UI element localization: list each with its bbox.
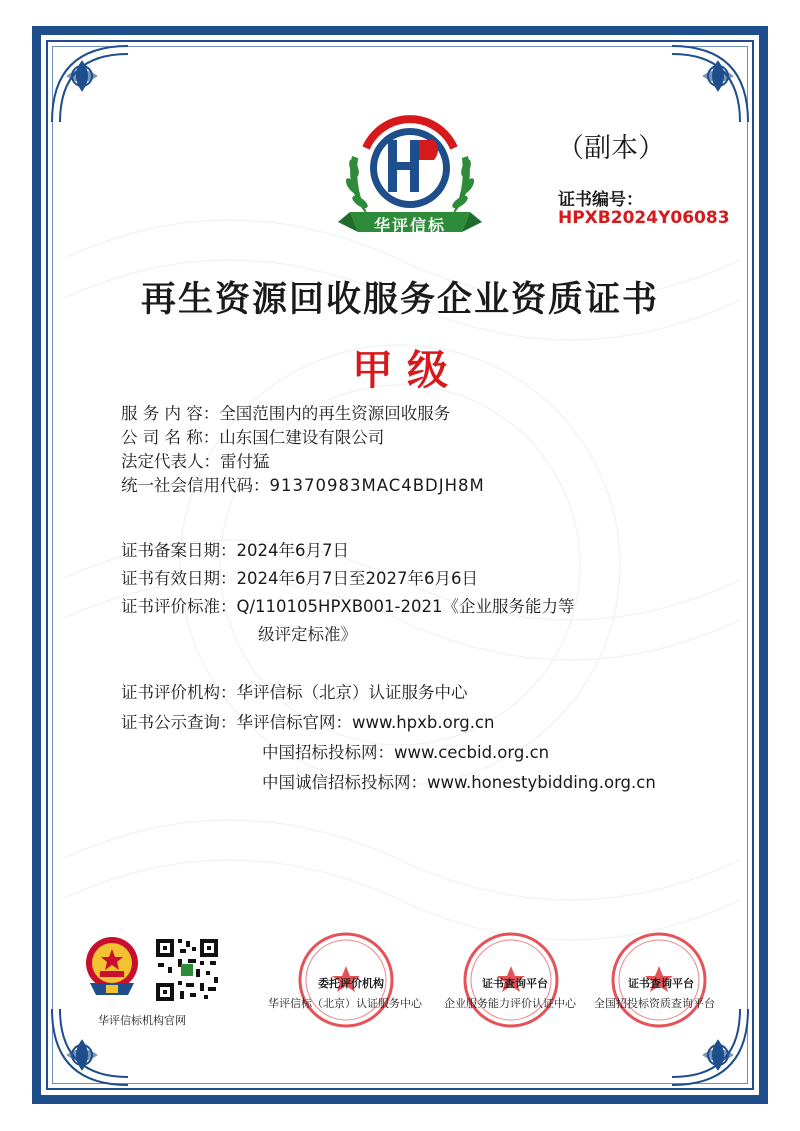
query-row <box>121 709 494 733</box>
national-emblem-icon <box>82 933 142 1001</box>
date-row <box>121 537 349 561</box>
detail-row <box>121 472 485 496</box>
date-row <box>121 593 574 617</box>
detail-row <box>121 400 450 424</box>
query-line: 华评信标官网：www.hpxb.org.cn <box>236 713 495 732</box>
cert-number-label: 证书编号： <box>558 190 643 210</box>
detail-value: 山东国仁建设有限公司 <box>219 428 385 447</box>
seal-subcaption: 企业服务能力评价认证中心 <box>444 997 576 1010</box>
copy-label: （副本） <box>557 133 665 164</box>
agency-value: 华评信标（北京）认证服务中心 <box>236 683 468 702</box>
agency-row <box>121 679 468 703</box>
corner-ornament-top-left <box>48 42 134 128</box>
detail-label: 服 务 内 容： <box>121 404 220 423</box>
detail-row <box>121 424 384 448</box>
date-label: 证书有效日期： <box>121 569 237 588</box>
detail-row <box>121 448 270 472</box>
date-label: 证书备案日期： <box>121 541 237 560</box>
detail-value: 雷付猛 <box>220 452 270 471</box>
seal-subcaption: 华评信标（北京）认证服务中心 <box>268 997 422 1010</box>
date-value: 2024年6月7日 <box>236 541 349 560</box>
certificate-title: 再生资源回收服务企业资质证书 <box>140 280 659 320</box>
cert-number: HPXB2024Y06083 <box>558 208 730 228</box>
date-label: 证书评价标准： <box>121 597 237 616</box>
detail-value: 全国范围内的再生资源回收服务 <box>219 404 451 423</box>
detail-label: 法定代表人： <box>121 452 220 471</box>
agency-label: 证书评价机构： <box>121 683 237 702</box>
query-line: 中国诚信招标投标网：www.honestybidding.org.cn <box>262 773 656 792</box>
site-caption: 华评信标机构官网 <box>98 1014 186 1027</box>
detail-label: 公 司 名 称： <box>121 428 220 447</box>
certificate-grade: 甲级 <box>352 346 462 394</box>
date-value: Q/110105HPXB001-2021《企业服务能力等 <box>236 597 575 616</box>
query-line: 中国招标投标网：www.cecbid.org.cn <box>262 743 550 762</box>
seal-caption: 委托评价机构 <box>318 977 384 990</box>
date-value: 2024年6月7日至2027年6月6日 <box>236 569 478 588</box>
date-row <box>121 565 478 589</box>
detail-label: 统一社会信用代码： <box>121 476 270 495</box>
corner-ornament-top-right <box>666 42 752 128</box>
seal-caption: 证书查询平台 <box>628 977 694 990</box>
standard-continued: 级评定标准》 <box>258 625 357 644</box>
qr-code-icon <box>154 937 220 1003</box>
seal-subcaption: 全国招投标资质查询平台 <box>594 997 715 1010</box>
logo-ribbon-text: 华评信标 <box>373 216 446 235</box>
detail-value: 91370983MAC4BDJH8M <box>269 476 485 495</box>
query-label: 证书公示查询： <box>121 713 237 732</box>
seal-caption: 证书查询平台 <box>482 977 548 990</box>
